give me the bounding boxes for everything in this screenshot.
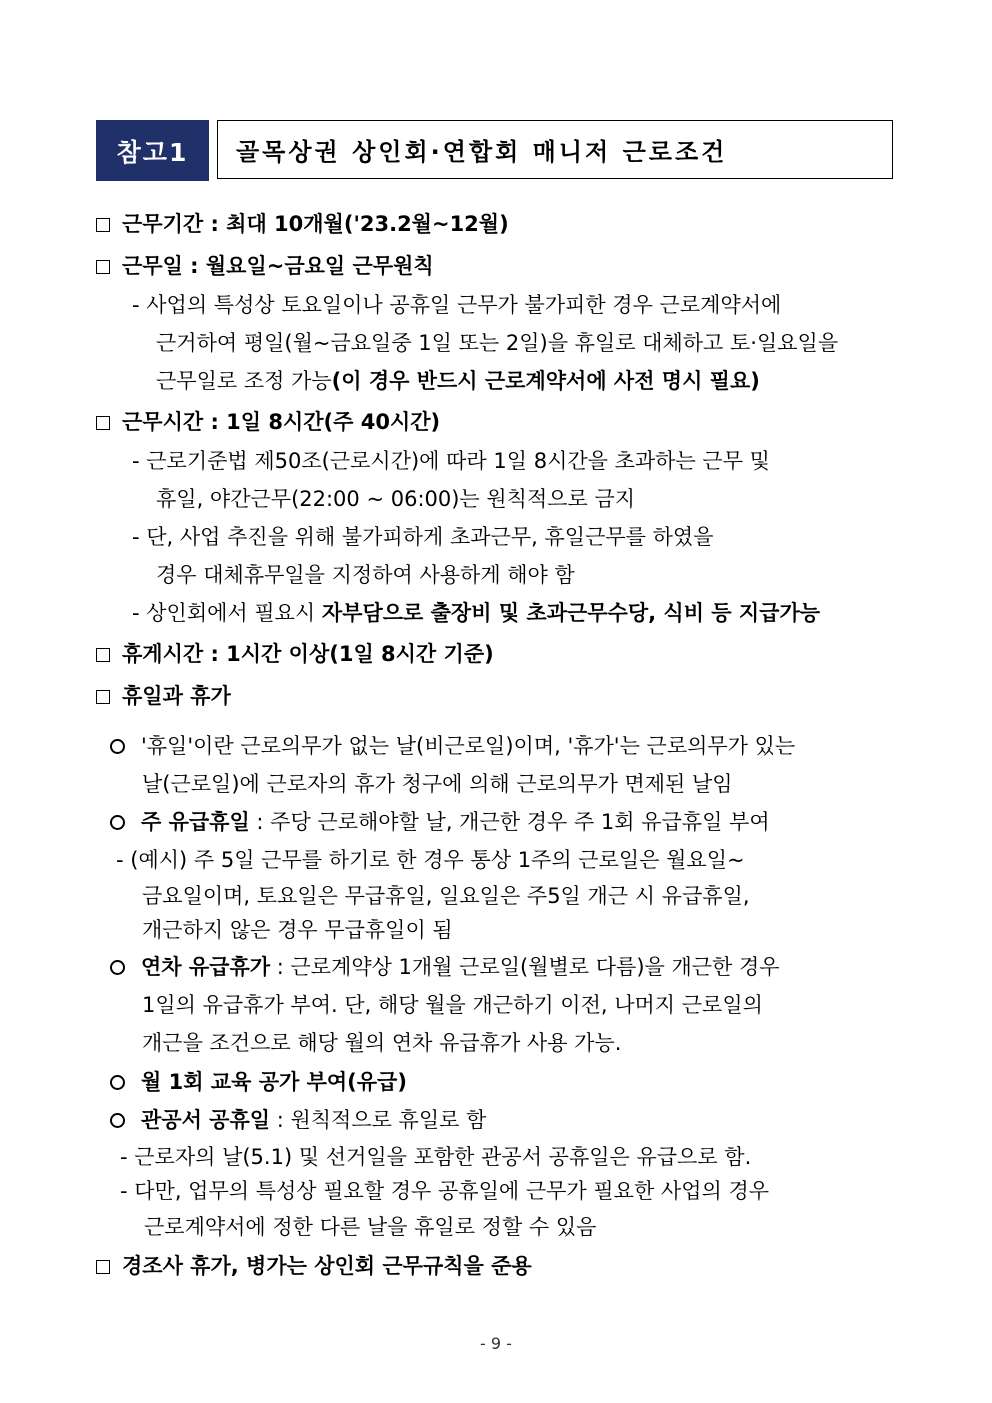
- detail-line: - 근로자의 날(5.1) 및 선거일을 포함한 관공서 공휴일은 유급으로 함.: [120, 1145, 752, 1169]
- detail-line: - (예시) 주 5일 근무를 하기로 한 경우 통상 1주의 근로일은 월요일~: [116, 848, 745, 872]
- detail-line: 경우 대체휴무일을 지정하여 사용하게 해야 함: [156, 563, 575, 587]
- detail-line: 개근하지 않은 경우 무급휴일이 됨: [142, 918, 453, 942]
- detail-line: - 단, 사업 추진을 위해 불가피하게 초과근무, 휴일근무를 하였을: [132, 525, 714, 549]
- reference-tag: 참고1: [96, 120, 209, 181]
- square-bullet-icon: [96, 1260, 110, 1274]
- detail-line: - 상인회에서 필요시 자부담으로 출장비 및 초과근무수당, 식비 등 지급가능: [132, 601, 821, 625]
- detail-line: 휴일, 야간근무(22:00 ~ 06:00)는 원칙적으로 금지: [156, 487, 636, 511]
- square-bullet-icon: [96, 218, 110, 232]
- detail-line: 개근을 조건으로 해당 월의 연차 유급휴가 사용 가능.: [142, 1031, 622, 1055]
- detail-line: - 근로기준법 제50조(근로시간)에 따라 1일 8시간을 초과하는 근무 및: [132, 449, 770, 473]
- section-break-time: 휴게시간 : 1시간 이상(1일 8시간 기준): [96, 640, 494, 668]
- circle-item: '휴일'이란 근로의무가 없는 날(비근로일)이며, '휴가'는 근로의무가 있는: [110, 732, 795, 760]
- detail-line: 1일의 유급휴가 부여. 단, 해당 월을 개근하기 이전, 나머지 근로일의: [142, 993, 763, 1017]
- circle-item: 월 1회 교육 공가 부여(유급): [110, 1068, 407, 1096]
- square-bullet-icon: [96, 648, 110, 662]
- section-holidays: 휴일과 휴가: [96, 682, 231, 710]
- detail-line: 근로계약서에 정한 다른 날을 휴일로 정할 수 있음: [144, 1215, 597, 1239]
- section-work-days: 근무일 : 월요일~금요일 근무원칙: [96, 252, 434, 280]
- circle-bullet-icon: [110, 815, 125, 830]
- page-title: 골목상권 상인회·연합회 매니저 근로조건: [217, 120, 893, 179]
- circle-item: 연차 유급휴가 : 근로계약상 1개월 근로일(월별로 다름)을 개근한 경우: [110, 953, 780, 981]
- detail-line: - 사업의 특성상 토요일이나 공휴일 근무가 불가피한 경우 근로계약서에: [132, 293, 782, 317]
- circle-item: 관공서 공휴일 : 원칙적으로 휴일로 함: [110, 1106, 486, 1134]
- detail-line: 날(근로일)에 근로자의 휴가 청구에 의해 근로의무가 면제된 날임: [142, 772, 733, 796]
- section-work-hours: 근무시간 : 1일 8시간(주 40시간): [96, 408, 440, 436]
- circle-item: 주 유급휴일 : 주당 근로해야할 날, 개근한 경우 주 1회 유급휴일 부여: [110, 808, 770, 836]
- square-bullet-icon: [96, 690, 110, 704]
- circle-bullet-icon: [110, 960, 125, 975]
- square-bullet-icon: [96, 260, 110, 274]
- detail-line: 근거하여 평일(월~금요일중 1일 또는 2일)을 휴일로 대체하고 토·일요일을: [156, 331, 839, 355]
- section-leave: 경조사 휴가, 병가는 상인회 근무규칙을 준용: [96, 1252, 532, 1280]
- detail-line: 금요일이며, 토요일은 무급휴일, 일요일은 주5일 개근 시 유급휴일,: [142, 884, 750, 908]
- circle-bullet-icon: [110, 1075, 125, 1090]
- page-number: - 9 -: [480, 1334, 512, 1353]
- circle-bullet-icon: [110, 739, 125, 754]
- reference-header: [96, 120, 728, 181]
- section-work-period: 근무기간 : 최대 10개월('23.2월~12월): [96, 210, 509, 238]
- square-bullet-icon: [96, 416, 110, 430]
- circle-bullet-icon: [110, 1113, 125, 1128]
- detail-line: - 다만, 업무의 특성상 필요할 경우 공휴일에 근무가 필요한 사업의 경우: [120, 1179, 770, 1203]
- detail-line: 근무일로 조정 가능(이 경우 반드시 근로계약서에 사전 명시 필요): [156, 369, 760, 393]
